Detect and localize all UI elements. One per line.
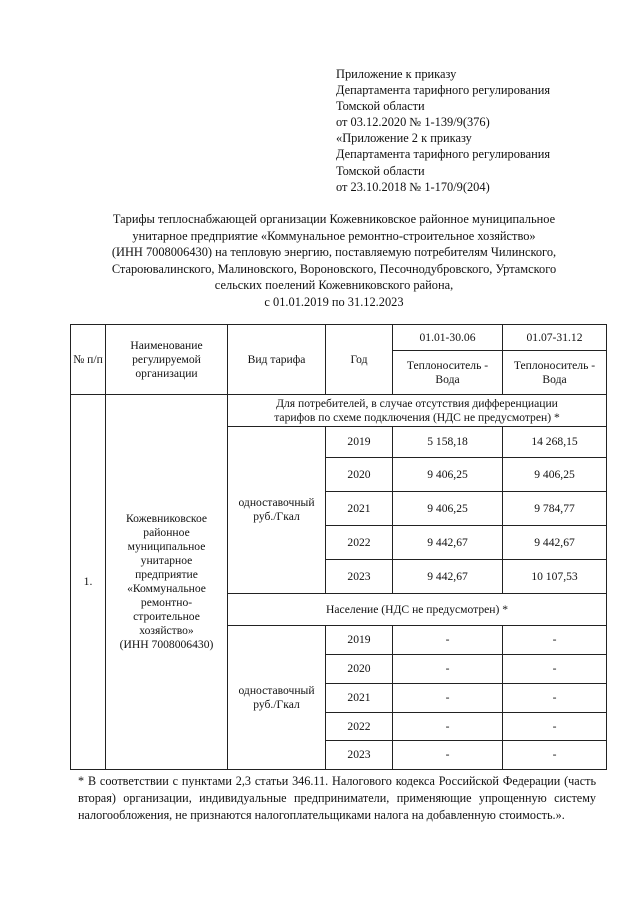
header-line: Департамента тарифного регулирования [336,147,551,162]
year-cell: 2019 [326,427,393,458]
header-carrier-1: Теплоноситель - Вода [393,351,503,395]
org-name-line: предприятие [135,568,198,581]
header-period-2: 01.07-31.12 [503,325,607,351]
title-line: Тарифы теплоснабжающей организации Кожевниковское районное муниципальное [112,212,556,226]
header-carrier-2: Теплоноситель - Вода [503,351,607,395]
value-cell-h2: 9 784,77 [503,492,607,526]
value-cell-h1: - [393,655,503,684]
org-name-line: унитарное [140,554,193,567]
year-cell: 2022 [326,713,393,741]
value-cell-h2: 9 406,25 [503,458,607,492]
value-cell-h1: 5 158,18 [393,427,503,458]
org-name-line: строительное [133,610,200,623]
value-cell-h2: - [503,713,607,741]
value-cell-h2: - [503,684,607,713]
row-number: 1. [71,395,106,770]
year-cell: 2022 [326,526,393,560]
value-cell-h1: 9 442,67 [393,560,503,594]
value-cell-h2: - [503,741,607,770]
value-cell-h1: 9 406,25 [393,458,503,492]
title-line: с 01.01.2019 по 31.12.2023 [264,294,404,309]
tariff-type-line: одноставочный [238,683,315,697]
value-cell-h2: 10 107,53 [503,560,607,594]
value-cell-h2: 14 268,15 [503,427,607,458]
header-line: Томской области [336,163,425,178]
org-name-line: ремонтно- [140,596,193,609]
org-name-line: (ИНН 7008006430) [119,638,214,651]
org-name [106,395,228,770]
value-cell-h1: - [393,741,503,770]
tariff-type-line: одноставочный [238,496,315,509]
value-cell-h1: - [393,626,503,655]
value-cell-h1: - [393,684,503,713]
org-name-line: районное [143,526,190,539]
org-name-line: Кожевниковское [125,512,208,525]
header-line: «Приложение 2 к приказу [336,131,472,146]
title-line: Староювалинского, Малиновского, Вороновского, Песочнодубровского, Уртамского [111,261,557,276]
tariff-type-line: руб./Гкал [253,510,300,523]
order-header [336,66,626,195]
caption-line: Для потребителей, в случае отсутствия дифференциации [276,396,558,410]
org-name-line: хозяйство» [139,624,194,637]
value-cell-h2: 9 442,67 [503,526,607,560]
org-name-line: «Коммунальное [127,582,206,595]
year-cell: 2020 [326,655,393,684]
year-cell: 2023 [326,560,393,594]
header-org: Наименование регулируемой организации [106,325,228,395]
header-line: Томской области [336,99,425,114]
title-line: унитарное предприятие «Коммунальное ремонтно-строительное хозяйство» [132,228,536,243]
header-line: от 03.12.2020 № 1-139/9(376) [336,115,490,130]
header-tariff-type: Вид тарифа [228,325,326,395]
header-period-1: 01.01-30.06 [393,325,503,351]
value-cell-h1: 9 406,25 [393,492,503,526]
tariff-type-cell [228,626,326,770]
header-line: от 23.10.2018 № 1-170/9(204) [336,179,490,194]
year-cell: 2019 [326,626,393,655]
year-cell: 2023 [326,741,393,770]
value-cell-h2: - [503,655,607,684]
year-cell: 2021 [326,684,393,713]
year-cell: 2021 [326,492,393,526]
value-cell-h1: 9 442,67 [393,526,503,560]
org-name-line: муниципальное [127,540,206,553]
value-cell-h2: - [503,626,607,655]
header-num: № п/п [71,325,106,395]
tariff-table [70,324,607,770]
tariff-type-cell [228,427,326,594]
header-line: Приложение к приказу [336,67,457,81]
footnote: * В соответствии с пунктами 2,3 статьи 346.11. Налогового кодекса Российской Федерации (часть вторая) организации, индивидуальные предприниматели, применяющие упрощенную систему налогообложения, не признаются налогоплательщиками налога на добавленную стоимость.». [78,774,596,822]
year-cell: 2020 [326,458,393,492]
value-cell-h1: - [393,713,503,741]
title-line: (ИНН 7008006430) на тепловую энергию, поставляемую потребителям Чилинского, [111,245,557,260]
header-line: Департамента тарифного регулирования [336,83,551,98]
caption-line: Население (НДС не предусмотрен) * [325,602,509,616]
document-title [58,211,610,311]
header-year: Год [326,325,393,395]
title-line: сельских поелений Кожевниковского района, [214,278,454,293]
caption-line: тарифов по схеме подключения (НДС не предусмотрен) * [274,410,560,424]
group-caption-consumers [228,395,607,427]
group-caption-population [228,594,607,626]
tariff-type-line: руб./Гкал [253,697,300,711]
